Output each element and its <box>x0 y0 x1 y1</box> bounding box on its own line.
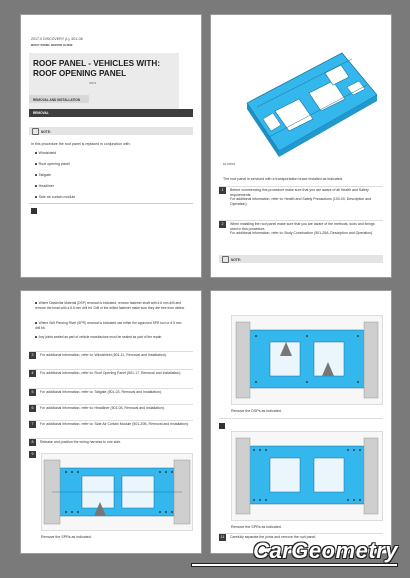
step-text: For additional information, refer to: Headliner (501-05, Removal and Installation). <box>40 406 165 410</box>
divider <box>219 418 383 419</box>
title-box <box>29 53 179 113</box>
doc-header: 2017.0 DISCOVERY (L), 501-08 <box>31 37 83 41</box>
list-item: Headliner <box>35 184 54 188</box>
page-title: ROOF PANEL - VEHICLES WITH: ROOF OPENING PANEL <box>33 59 161 78</box>
list-item: Where Dissimilar Material (DSP) removal is indicated, remove fastener shaft with a 6 mm drill and remove the head with a 8.5 mm drill bit. Drill of the drilled fastener make sure they are free from debris. <box>35 301 185 310</box>
step-text: For additional information, refer to: Roof Opening Panel (501-17, Removal and Installation). <box>40 371 182 375</box>
step-text: For additional information, refer to: Tailgate (501-03, Removal and Installation). <box>40 390 162 394</box>
step-number: 1 <box>219 187 226 194</box>
step-number: 6 <box>29 405 36 412</box>
page-1 <box>20 14 202 278</box>
note-label: NOTE: <box>231 257 241 262</box>
roof-panel-illustration <box>217 23 385 171</box>
list-item: Where Self Piercing Rivet (SPR) removal is indicated use either the approved SPR tool or 6.5 mm drill bit. <box>35 321 182 330</box>
page-4 <box>210 290 392 554</box>
intro-text: In this procedure the roof panel is replaced in conjunction with: <box>31 142 131 146</box>
roof-top-view-illustration <box>42 454 192 530</box>
divider <box>29 203 193 204</box>
step-8 <box>29 438 193 449</box>
list-item: Roof opening panel <box>35 162 70 166</box>
watermark-text: CarGeometry <box>253 538 398 563</box>
step-7 <box>29 420 193 435</box>
step-2 <box>219 220 383 253</box>
step-number: 11 <box>220 535 225 539</box>
note-icon <box>222 256 229 263</box>
step-text: For additional information, refer to: Windshield (501-11, Removal and Installation). <box>40 353 167 357</box>
figure-caption-1: Remove the DSPs as indicated. <box>231 409 282 413</box>
roof-dsp-figure <box>231 315 383 405</box>
note-label: NOTE: <box>41 129 51 134</box>
watermark-underline <box>191 563 398 567</box>
step-text: Carefully separate the joints and remove the roof panel. <box>230 535 317 539</box>
step-marker <box>219 423 225 429</box>
watermark-logo <box>193 538 398 568</box>
step-5 <box>29 388 193 401</box>
step-1 <box>219 186 383 217</box>
list-item: Side air curtain module <box>35 195 75 199</box>
note-bar <box>219 255 383 263</box>
section-bar <box>29 95 89 103</box>
step-text: When installing the roof panel make sure that you are aware of the methods, tools and fixings used in this procedure. For additional information, refer to: Body Construction (501-25A, Description and Operation). <box>230 222 375 235</box>
list-item: Tailgate <box>35 173 51 177</box>
step-number: 8 <box>29 439 36 446</box>
step-number: 2 <box>219 221 226 228</box>
page-3 <box>20 290 202 554</box>
step-marker <box>31 208 37 214</box>
figure-caption: Remove the SPRs as indicated. <box>41 535 92 539</box>
doc-subheader: BODY PANEL REPAIR GUIDE <box>31 43 73 47</box>
step-text: For additional information, refer to: Side Air Curtain Module (501-20B, Removal and Installation). <box>40 422 190 426</box>
step-number: 9 <box>29 451 36 458</box>
note-icon <box>32 128 39 135</box>
title-tag: 45674 <box>89 82 97 85</box>
step-6 <box>29 404 193 417</box>
page-2 <box>210 14 392 278</box>
step-number: 7 <box>29 421 36 428</box>
figure-id: E178818 <box>223 162 236 166</box>
step-text: Before commencing this procedure make sure that you are aware of all Health and Safety requirements. For additional information, refer to: Health and Safety Precautions (100-00, Description and Operation). <box>230 188 372 206</box>
step-number: 3 <box>29 352 36 359</box>
step-4 <box>29 369 193 384</box>
roof-spr-figure <box>231 431 383 521</box>
roof-spr-illustration <box>232 432 382 520</box>
list-item: Windshield <box>35 151 56 155</box>
roof-dsp-illustration <box>232 316 382 404</box>
figure-caption-2: Remove the SPRs as indicated. <box>231 525 282 529</box>
roof-top-view-figure <box>41 453 193 531</box>
step-number: 4 <box>29 370 36 377</box>
step-number: 5 <box>29 389 36 396</box>
section-bar-label: REMOVAL AND INSTALLATION <box>33 97 81 102</box>
figure-caption: The roof panel is serviced with a transportation brace installed as indicated. <box>223 177 343 181</box>
removal-bar: REMOVAL <box>29 109 193 117</box>
step-text: Release and position the wiring harness to one side. <box>40 440 122 444</box>
step-3 <box>29 351 193 366</box>
list-item: Any joints sealed as part of vehicle manufacture must be sealed as part of the repair. <box>35 335 185 340</box>
roof-panel-figure <box>217 23 385 171</box>
note-bar <box>29 127 193 135</box>
